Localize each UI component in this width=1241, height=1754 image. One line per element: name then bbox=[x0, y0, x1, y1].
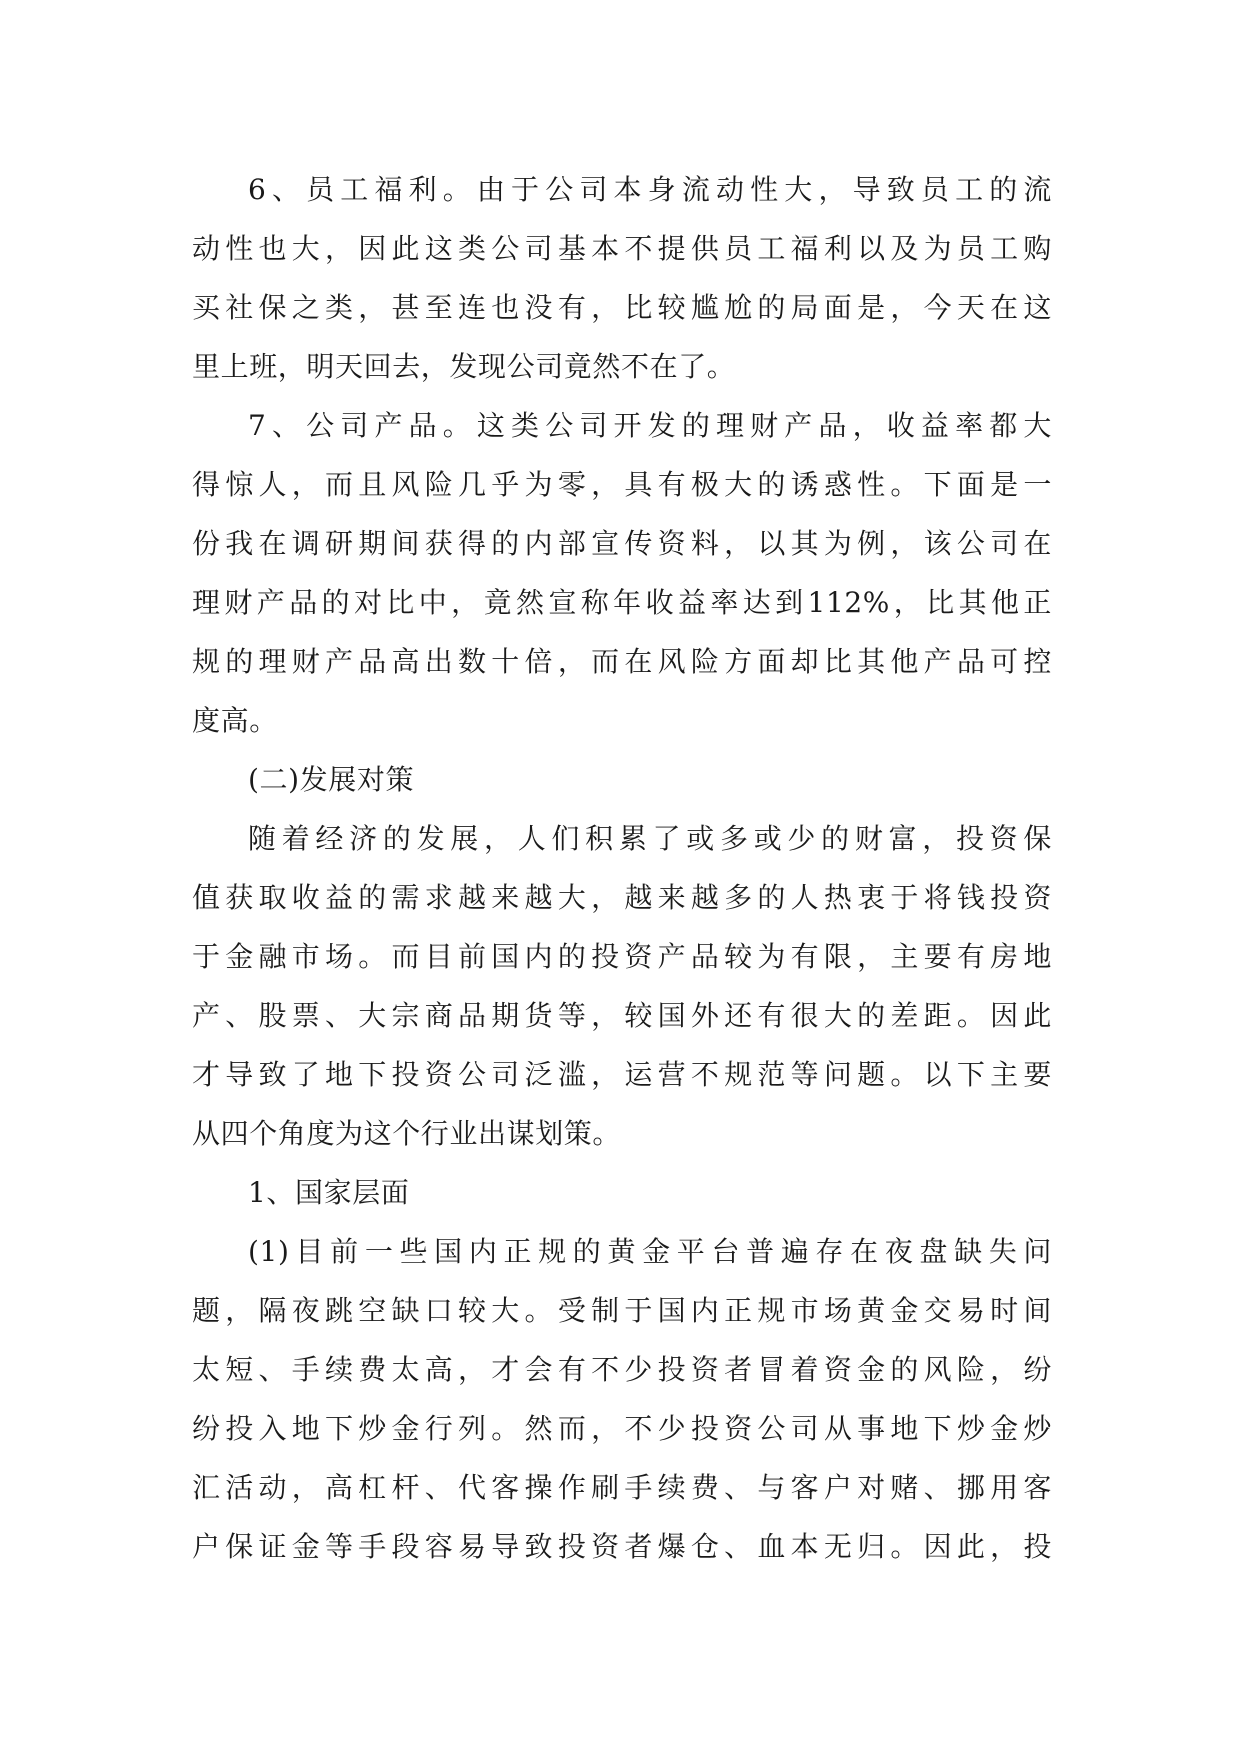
text-line: 随着经济的发展，人们积累了或多或少的财富，投资保 bbox=[248, 822, 1052, 855]
text-line: 纷投入地下炒金行列。然而，不少投资公司从事地下炒金炒 bbox=[192, 1412, 1052, 1445]
text-line: (1)目前一些国内正规的黄金平台普遍存在夜盘缺失问 bbox=[248, 1235, 1052, 1268]
text-line: 份我在调研期间获得的内部宣传资料，以其为例，该公司在 bbox=[192, 527, 1052, 560]
text-line: 7、公司产品。这类公司开发的理财产品，收益率都大 bbox=[248, 409, 1052, 442]
text-line: 规的理财产品高出数十倍，而在风险方面却比其他产品可控 bbox=[192, 645, 1052, 678]
paragraph-economic-development bbox=[192, 809, 1052, 1163]
section-heading-national-level bbox=[192, 1163, 1052, 1222]
text-line: 值获取收益的需求越来越大，越来越多的人热衷于将钱投资 bbox=[192, 881, 1052, 914]
paragraph-employee-welfare bbox=[192, 160, 1052, 396]
paragraph-company-products bbox=[192, 396, 1052, 750]
text-line: 从四个角度为这个行业出谋划策。 bbox=[192, 1117, 622, 1150]
paragraph-gold-platforms bbox=[192, 1222, 1052, 1576]
text-line: 才导致了地下投资公司泛滥，运营不规范等问题。以下主要 bbox=[192, 1058, 1052, 1091]
text-line: 户保证金等手段容易导致投资者爆仓、血本无归。因此，投 bbox=[192, 1530, 1052, 1563]
text-line: 里上班，明天回去，发现公司竟然不在了。 bbox=[192, 350, 736, 383]
text-line: 得惊人，而且风险几乎为零，具有极大的诱惑性。下面是一 bbox=[192, 468, 1052, 501]
text-line: 6、员工福利。由于公司本身流动性大，导致员工的流 bbox=[248, 173, 1052, 206]
text-line: 题，隔夜跳空缺口较大。受制于国内正规市场黄金交易时间 bbox=[192, 1294, 1052, 1327]
section-heading-development-strategy bbox=[192, 750, 1052, 809]
text-line: 动性也大，因此这类公司基本不提供员工福利以及为员工购 bbox=[192, 232, 1052, 265]
text-line: 产、股票、大宗商品期货等，较国外还有很大的差距。因此 bbox=[192, 999, 1052, 1032]
text-line: 汇活动，高杠杆、代客操作刷手续费、与客户对赌、挪用客 bbox=[192, 1471, 1052, 1504]
text-line: 理财产品的对比中，竟然宣称年收益率达到112%，比其他正 bbox=[192, 586, 1052, 619]
text-line: 太短、手续费太高，才会有不少投资者冒着资金的风险，纷 bbox=[192, 1353, 1052, 1386]
heading-text: (二)发展对策 bbox=[248, 763, 415, 796]
text-line: 于金融市场。而目前国内的投资产品较为有限，主要有房地 bbox=[192, 940, 1052, 973]
heading-text: 1、国家层面 bbox=[248, 1176, 410, 1209]
text-line: 度高。 bbox=[192, 704, 278, 737]
body-text bbox=[192, 160, 1052, 1576]
text-line: 买社保之类，甚至连也没有，比较尴尬的局面是，今天在这 bbox=[192, 291, 1052, 324]
